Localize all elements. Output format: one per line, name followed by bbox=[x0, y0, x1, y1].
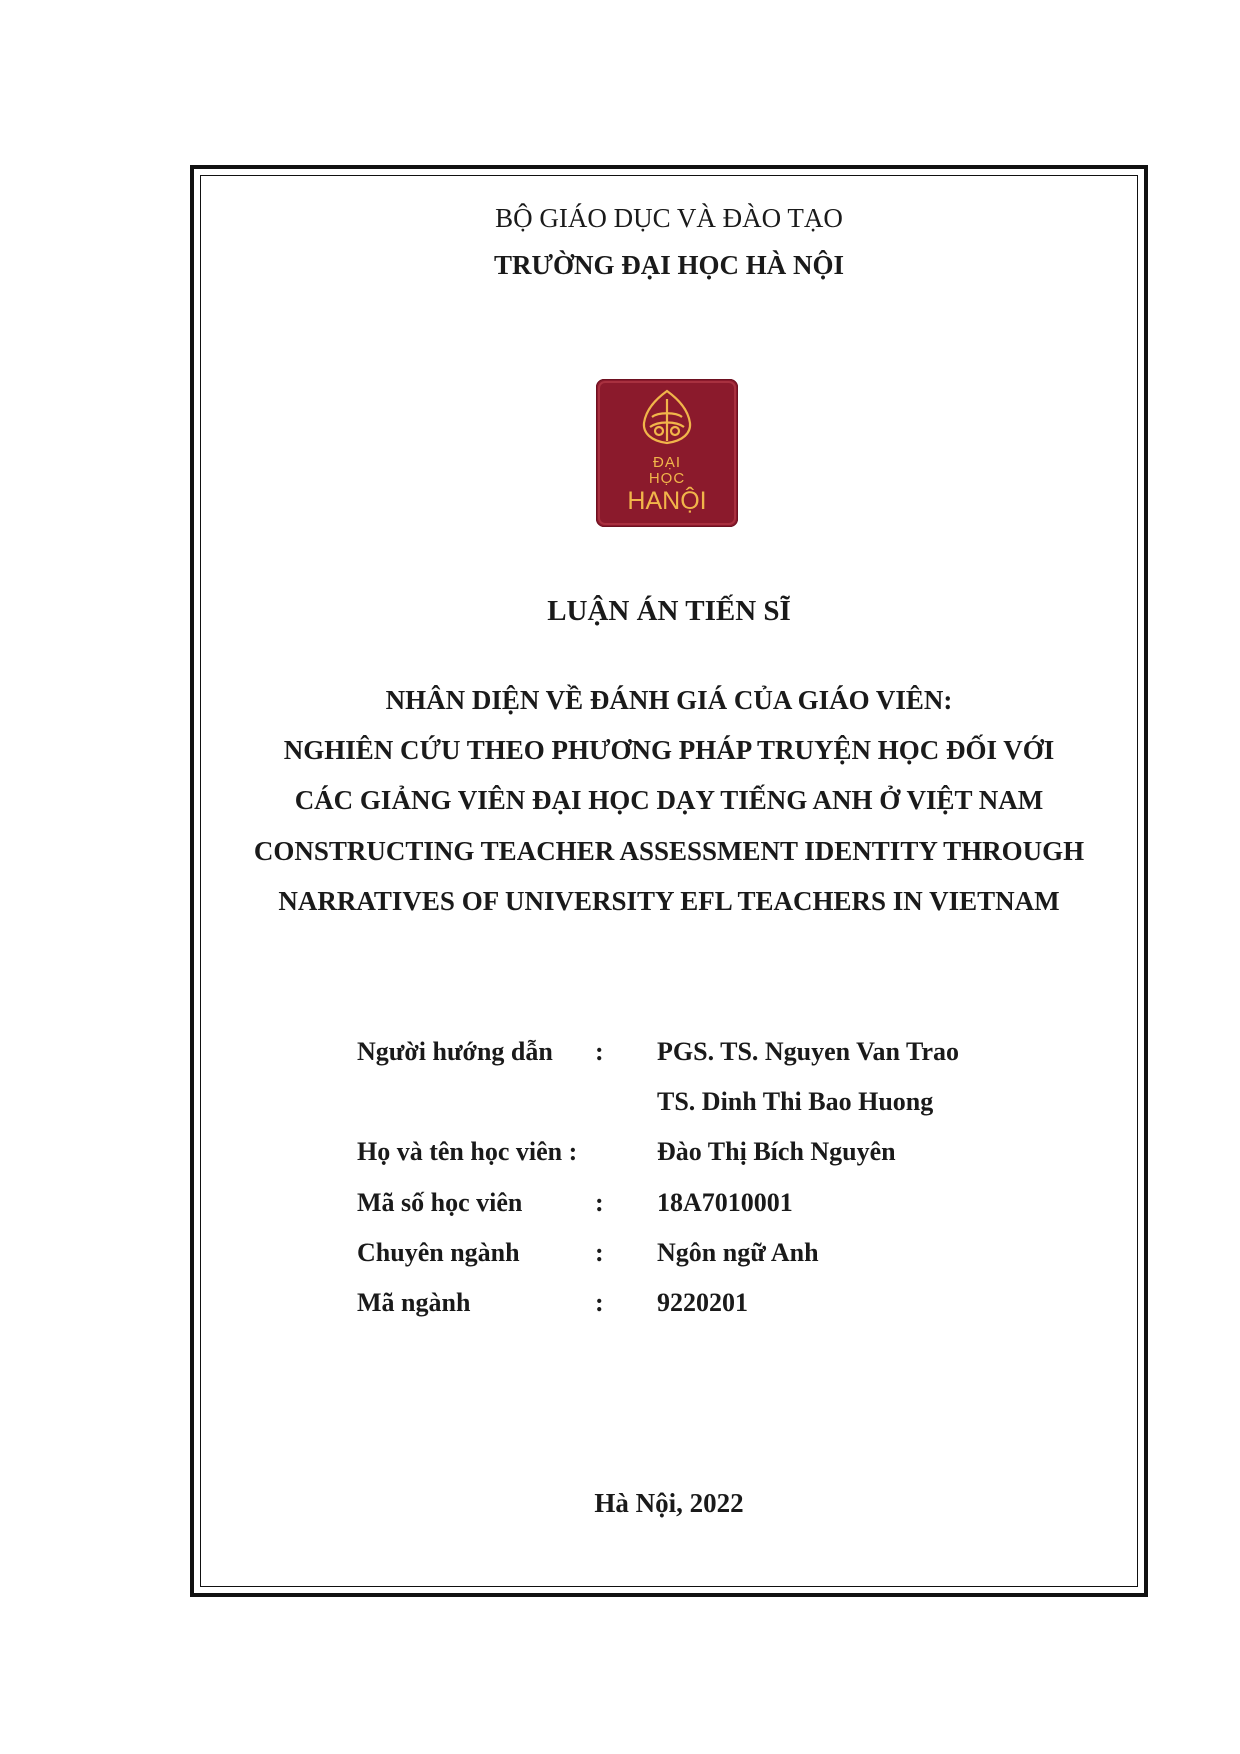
info-label: Chuyên ngành bbox=[357, 1238, 520, 1267]
logo-text-hanoi: HANỘI bbox=[627, 487, 707, 515]
info-row-supervisor bbox=[357, 1037, 1057, 1073]
info-value: PGS. TS. Nguyen Van Trao bbox=[657, 1037, 959, 1066]
info-label: Mã ngành bbox=[357, 1288, 471, 1317]
logo-text-hoc: HỌC bbox=[648, 470, 686, 487]
info-label: Họ và tên học viên : bbox=[357, 1137, 578, 1166]
thesis-title-line: NGHIÊN CỨU THEO PHƯƠNG PHÁP TRUYỆN HỌC ĐỐI VỚI bbox=[283, 735, 1055, 765]
info-value: 9220201 bbox=[657, 1288, 748, 1317]
degree-title: LUẬN ÁN TIẾN SĨ bbox=[547, 595, 791, 627]
info-label: Mã số học viên bbox=[357, 1188, 523, 1217]
info-value: Ngôn ngữ Anh bbox=[657, 1238, 819, 1267]
thesis-title-line: NARRATIVES OF UNIVERSITY EFL TEACHERS IN VIETNAM bbox=[278, 886, 1060, 916]
ministry-name: BỘ GIÁO DỤC VÀ ĐÀO TẠO bbox=[495, 203, 843, 233]
info-row-student-name bbox=[357, 1137, 1057, 1173]
place-date: Hà Nội, 2022 bbox=[594, 1488, 744, 1518]
info-value: TS. Dinh Thi Bao Huong bbox=[657, 1087, 934, 1116]
info-row-major bbox=[357, 1238, 1057, 1274]
thesis-title-line: CÁC GIẢNG VIÊN ĐẠI HỌC DẠY TIẾNG ANH Ở VIỆT NAM bbox=[294, 785, 1044, 815]
info-row-co-supervisor bbox=[357, 1087, 1057, 1123]
info-colon: : bbox=[595, 1288, 604, 1317]
info-value: Đào Thị Bích Nguyên bbox=[657, 1137, 896, 1166]
info-value: 18A7010001 bbox=[657, 1188, 793, 1217]
university-name: TRƯỜNG ĐẠI HỌC HÀ NỘI bbox=[493, 250, 844, 280]
info-colon: : bbox=[595, 1238, 604, 1267]
info-row-major-code bbox=[357, 1288, 1057, 1324]
logo-text-dai: ĐẠI bbox=[652, 454, 681, 471]
info-label: Người hướng dẫn bbox=[357, 1037, 553, 1066]
info-colon: : bbox=[595, 1188, 604, 1217]
thesis-title-line: CONSTRUCTING TEACHER ASSESSMENT IDENTITY THROUGH bbox=[253, 836, 1085, 866]
info-row-student-id bbox=[357, 1188, 1057, 1224]
info-colon: : bbox=[595, 1037, 604, 1066]
thesis-title-line: NHÂN DIỆN VỀ ĐÁNH GIÁ CỦA GIÁO VIÊN: bbox=[385, 685, 953, 715]
university-logo bbox=[596, 379, 738, 527]
